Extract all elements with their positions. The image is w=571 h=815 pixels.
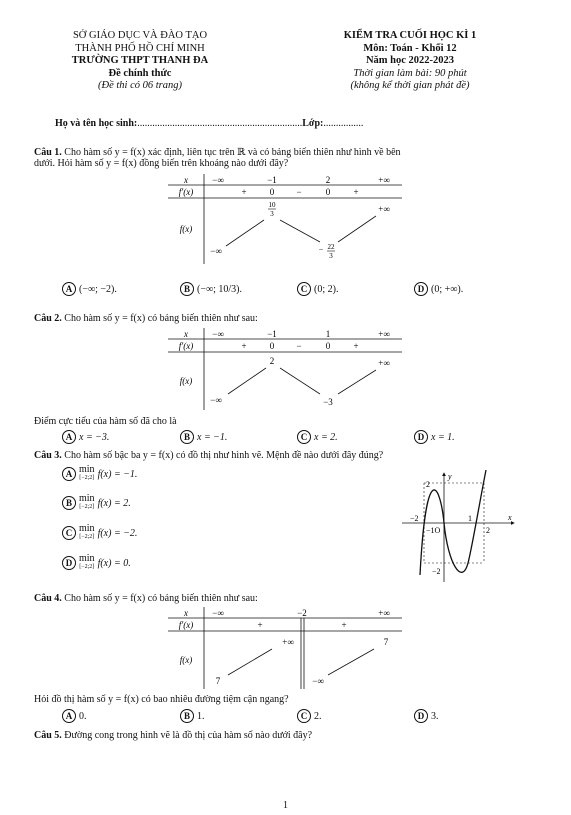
option-text: x = 1. bbox=[431, 431, 455, 443]
q4-fp-label: f′(x) bbox=[178, 620, 194, 630]
option-letter: A bbox=[62, 282, 76, 296]
q2-variation-table bbox=[168, 328, 402, 410]
q2-option-a[interactable] bbox=[62, 430, 109, 444]
option-letter: C bbox=[62, 526, 76, 540]
option-letter: B bbox=[180, 430, 194, 444]
min-interval: [−2;2] bbox=[79, 564, 95, 570]
q4-right-low: −∞ bbox=[312, 676, 324, 686]
min-word: min bbox=[79, 523, 95, 534]
graph-label-minus2-bottom: −2 bbox=[432, 567, 441, 576]
graph-label-2-top: 2 bbox=[426, 480, 430, 489]
q2-text bbox=[34, 313, 539, 324]
min-word: min bbox=[79, 553, 95, 564]
q2-f-bot: −3 bbox=[323, 397, 333, 407]
q2-option-d[interactable] bbox=[414, 430, 455, 444]
min-interval: [−2;2] bbox=[79, 534, 95, 540]
q4-text bbox=[34, 593, 539, 604]
option-letter: A bbox=[62, 709, 76, 723]
option-text: x = 2. bbox=[314, 431, 338, 443]
school-year: Năm học 2022-2023 bbox=[365, 55, 455, 66]
q1-option-a[interactable] bbox=[62, 282, 117, 296]
q1-x-val: −∞ bbox=[212, 175, 224, 185]
q3-label: Câu 3. bbox=[34, 450, 62, 461]
q1-option-c[interactable] bbox=[297, 282, 338, 296]
q4-sign: + bbox=[341, 620, 347, 630]
q3-stem: Cho hàm số bậc ba y = f(x) có đồ thị như hình vẽ. Mệnh đề nào dưới đây đúng? bbox=[64, 450, 384, 461]
q3-text bbox=[34, 450, 539, 461]
q2-option-b[interactable] bbox=[180, 430, 227, 444]
school-name: TRƯỜNG THPT THANH ĐA bbox=[71, 55, 209, 66]
q2-sign: 0 bbox=[269, 341, 275, 351]
q4-option-d[interactable] bbox=[414, 709, 439, 723]
q4-x-val: −∞ bbox=[212, 608, 224, 618]
q3-option-a[interactable] bbox=[62, 466, 137, 482]
duration: Thời gian làm bài: 90 phút bbox=[353, 67, 467, 79]
min-operator bbox=[79, 466, 95, 482]
option-letter: B bbox=[180, 709, 194, 723]
q1-f-bot-num: 22 bbox=[327, 243, 335, 251]
min-interval: [−2;2] bbox=[79, 475, 95, 481]
student-name-label: Họ và tên học sinh: bbox=[55, 118, 138, 129]
q2-x-val: −∞ bbox=[212, 329, 224, 339]
option-text: x = −3. bbox=[79, 431, 110, 443]
q2-f-top: 2 bbox=[269, 356, 275, 366]
exam-title: KIỂM TRA CUỐI HỌC KÌ 1 bbox=[343, 30, 477, 41]
min-operator bbox=[79, 525, 95, 541]
q5-text bbox=[34, 730, 539, 741]
min-interval: [−2;2] bbox=[79, 504, 95, 510]
q1-f-plus-inf: +∞ bbox=[378, 204, 390, 214]
q4-f-label: f(x) bbox=[179, 655, 193, 665]
q4-left-high: +∞ bbox=[282, 637, 294, 647]
q2-f-plus-inf: +∞ bbox=[378, 358, 390, 368]
q2-f-label: f(x) bbox=[179, 376, 193, 386]
q1-x-val: −1 bbox=[267, 175, 277, 185]
q2-fp-label: f′(x) bbox=[178, 341, 194, 351]
q4-option-c[interactable] bbox=[297, 709, 322, 723]
q2-x-val: −1 bbox=[267, 329, 277, 339]
q1-fp-label: f′(x) bbox=[178, 187, 194, 197]
option-text: x = −1. bbox=[197, 431, 228, 443]
option-letter: C bbox=[297, 430, 311, 444]
option-letter: A bbox=[62, 467, 76, 481]
q4-left-low: 7 bbox=[215, 676, 221, 686]
option-text: (0; +∞). bbox=[431, 283, 464, 295]
q2-sign: − bbox=[296, 341, 302, 351]
option-letter: C bbox=[297, 282, 311, 296]
option-letter: C bbox=[297, 709, 311, 723]
city: THÀNH PHỐ HỒ CHÍ MINH bbox=[75, 42, 205, 54]
class-label: Lớp: bbox=[302, 118, 324, 129]
q1-f-bot-den: 3 bbox=[329, 252, 333, 260]
q2-label: Câu 2. bbox=[34, 313, 62, 324]
q2-option-c[interactable] bbox=[297, 430, 338, 444]
graph-label-minus1-origin: −1O bbox=[426, 526, 441, 535]
q1-label: Câu 1. bbox=[34, 147, 62, 158]
q1-text-line2: dưới. Hỏi hàm số y = f(x) đồng biến trên khoảng nào dưới đây? bbox=[34, 158, 289, 169]
option-text: f(x) = −1. bbox=[97, 468, 138, 480]
q1-f-bot-sign: − bbox=[318, 245, 324, 254]
q1-sign: 0 bbox=[325, 187, 331, 197]
option-text: (−∞; 10/3). bbox=[197, 283, 242, 295]
q2-sign: + bbox=[353, 341, 359, 351]
q1-f-minus-inf: −∞ bbox=[210, 246, 222, 256]
q1-f-top-num: 10 bbox=[268, 201, 276, 209]
option-text: f(x) = 2. bbox=[97, 497, 131, 509]
duration-note: (không kể thời gian phát đề) bbox=[350, 80, 470, 91]
graph-label-2-right: 2 bbox=[486, 526, 490, 535]
q2-x-label: x bbox=[184, 329, 188, 339]
q4-x-val: −2 bbox=[297, 608, 307, 618]
option-text: f(x) = 0. bbox=[97, 557, 131, 569]
option-letter: D bbox=[414, 430, 428, 444]
q2-x-val: +∞ bbox=[378, 329, 390, 339]
q5-label: Câu 5. bbox=[34, 730, 62, 741]
header-left bbox=[30, 30, 250, 93]
department: SỞ GIÁO DỤC VÀ ĐÀO TẠO bbox=[72, 30, 208, 41]
q1-f-top-den: 3 bbox=[270, 210, 274, 218]
q4-sign: + bbox=[257, 620, 263, 630]
q1-sign: 0 bbox=[269, 187, 275, 197]
q2-f-minus-inf: −∞ bbox=[210, 395, 222, 405]
q1-text-line1: Cho hàm số y = f(x) xác định, liên tục trên ℝ và có bảng biến thiên như hình về bên bbox=[64, 147, 401, 158]
graph-y-label: y bbox=[448, 472, 452, 481]
min-word: min bbox=[79, 493, 95, 504]
q4-stem: Cho hàm số y = f(x) có bảng biến thiên như sau: bbox=[64, 593, 258, 604]
q1-option-d[interactable] bbox=[414, 282, 463, 296]
option-text: (0; 2). bbox=[314, 283, 339, 295]
option-text: 2. bbox=[314, 710, 322, 722]
class-dots: ................ bbox=[323, 118, 364, 129]
min-word: min bbox=[79, 464, 95, 475]
graph-label-1: 1 bbox=[468, 514, 472, 523]
q1-variation-table bbox=[168, 174, 402, 264]
q1-sign: + bbox=[241, 187, 247, 197]
q3-option-b[interactable] bbox=[62, 495, 131, 511]
q1-x-val: +∞ bbox=[378, 175, 390, 185]
header-right bbox=[290, 30, 530, 93]
option-text: 3. bbox=[431, 710, 439, 722]
q3-option-d[interactable] bbox=[62, 555, 131, 571]
q1-sign: − bbox=[296, 187, 302, 197]
q3-option-c[interactable] bbox=[62, 525, 137, 541]
q4-option-a[interactable] bbox=[62, 709, 87, 723]
option-letter: A bbox=[62, 430, 76, 444]
q4-x-val: +∞ bbox=[378, 608, 390, 618]
q3-cubic-graph bbox=[400, 470, 520, 585]
option-letter: D bbox=[414, 709, 428, 723]
option-letter: D bbox=[414, 282, 428, 296]
q5-stem: Đường cong trong hình vẽ là đồ thị của hàm số nào dưới đây? bbox=[64, 730, 313, 741]
page-number: 1 bbox=[283, 800, 288, 811]
q2-sign: + bbox=[241, 341, 247, 351]
q2-question: Điểm cực tiểu của hàm số đã cho là bbox=[34, 416, 177, 427]
q1-option-b[interactable] bbox=[180, 282, 242, 296]
option-letter: B bbox=[180, 282, 194, 296]
option-letter: B bbox=[62, 496, 76, 510]
q2-x-val: 1 bbox=[325, 329, 331, 339]
option-text: f(x) = −2. bbox=[97, 527, 138, 539]
option-text: (−∞; −2). bbox=[79, 283, 117, 295]
q4-right-high: 7 bbox=[383, 637, 389, 647]
pages-note: (Đề thi có 06 trang) bbox=[98, 80, 182, 91]
q4-x-label: x bbox=[184, 608, 188, 618]
q1-x-val: 2 bbox=[325, 175, 331, 185]
q1-text bbox=[34, 147, 539, 169]
min-operator bbox=[79, 495, 95, 511]
option-text: 1. bbox=[197, 710, 205, 722]
graph-label-minus2-left: −2 bbox=[410, 514, 419, 523]
q4-question: Hỏi đồ thị hàm số y = f(x) có bao nhiêu đường tiệm cận ngang? bbox=[34, 694, 289, 705]
student-info-line bbox=[55, 118, 535, 129]
q1-x-label: x bbox=[184, 175, 188, 185]
q1-sign: + bbox=[353, 187, 359, 197]
option-text: 0. bbox=[79, 710, 87, 722]
option-letter: D bbox=[62, 556, 76, 570]
graph-x-label: x bbox=[508, 513, 512, 522]
name-dots: .................................................................. bbox=[137, 118, 303, 129]
q4-label: Câu 4. bbox=[34, 593, 62, 604]
official-label: Đề chính thức bbox=[108, 67, 172, 79]
subject: Môn: Toán - Khối 12 bbox=[363, 42, 457, 54]
q2-stem: Cho hàm số y = f(x) có bảng biến thiên như sau: bbox=[64, 313, 258, 324]
min-operator bbox=[79, 555, 95, 571]
q1-f-label: f(x) bbox=[179, 224, 193, 234]
q4-variation-table bbox=[168, 607, 402, 689]
q2-sign: 0 bbox=[325, 341, 331, 351]
q4-option-b[interactable] bbox=[180, 709, 205, 723]
